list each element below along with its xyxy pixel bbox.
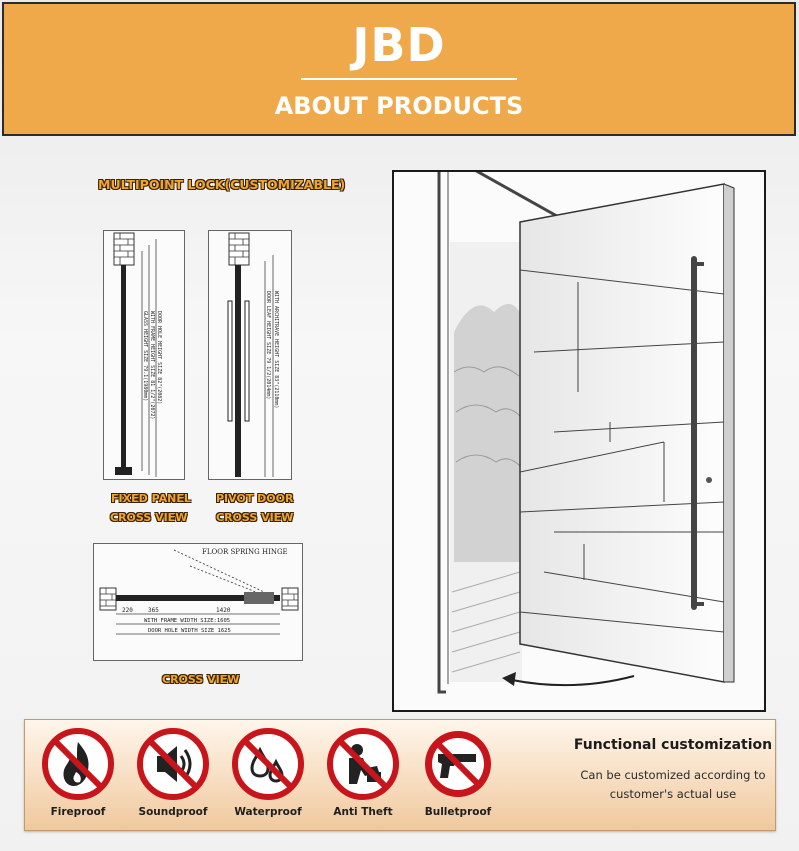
hinge-note: FLOOR SPRING HINGE bbox=[202, 548, 288, 556]
badge-label: Bulletproof bbox=[424, 806, 492, 818]
plan-dim-1: 220 bbox=[122, 607, 133, 614]
pivot-door-illustration bbox=[394, 172, 764, 710]
badge-label: Waterproof bbox=[234, 806, 302, 818]
plan-cross-view-label: CROSS VIEW bbox=[162, 673, 240, 686]
description-line-2: customer's actual use bbox=[609, 787, 737, 801]
badge-label: Anti Theft bbox=[333, 806, 393, 818]
header-divider bbox=[301, 78, 517, 80]
multipoint-lock-title: MULTIPOINT LOCK(CUSTOMIZABLE) bbox=[98, 177, 346, 192]
plan-dim-3: 1420 bbox=[216, 607, 231, 614]
badge-waterproof bbox=[226, 728, 310, 818]
thief-prohibited-icon bbox=[327, 728, 399, 800]
header-banner bbox=[2, 2, 796, 136]
brand-title: JBD bbox=[352, 18, 446, 72]
plan-dim-4: WITH FRAME WIDTH SIZE:1605 bbox=[144, 618, 231, 624]
description-line-1: Can be customized according to bbox=[580, 768, 766, 782]
fixed-panel-drawing bbox=[103, 230, 185, 480]
fixed-panel-label-1: FIXED PANEL bbox=[111, 492, 191, 505]
fire-prohibited-icon bbox=[42, 728, 114, 800]
plan-dim-2: 365 bbox=[148, 607, 159, 614]
pivot-door-label-1: PIVOT DOOR bbox=[216, 492, 294, 505]
fixed-dim-1: GLASS HEIGHT SIZE 79.1(1980mm) bbox=[142, 311, 148, 402]
badge-anti-theft bbox=[321, 728, 405, 818]
pivot-door-label-2: CROSS VIEW bbox=[216, 511, 294, 524]
pivot-door-image-frame bbox=[392, 170, 766, 712]
plan-dim-5: DOOR HOLE WIDTH SIZE 1625 bbox=[148, 628, 231, 634]
badge-label: Fireproof bbox=[50, 806, 106, 818]
pivot-dim-2: WITH ARCHITRAVE HEIGHT SIZE 83"(2110mm) bbox=[273, 291, 279, 409]
badge-soundproof bbox=[131, 728, 215, 818]
pivot-door-diagram bbox=[209, 231, 291, 479]
badge-bulletproof bbox=[416, 728, 500, 818]
badge-fireproof bbox=[36, 728, 120, 818]
plan-diagram bbox=[94, 544, 302, 660]
plan-cross-view-drawing bbox=[93, 543, 303, 661]
fixed-panel-diagram bbox=[104, 231, 184, 479]
speaker-prohibited-icon bbox=[137, 728, 209, 800]
fixed-dim-3: DOOR HOLE HEIGHT SIZE 82"(2082) bbox=[156, 311, 162, 405]
features-description bbox=[573, 766, 773, 804]
pivot-door-drawing bbox=[208, 230, 292, 480]
water-drops-prohibited-icon bbox=[232, 728, 304, 800]
pivot-dim-1: DOOR LEAF HEIGHT SIZE 79 1/2(2014mm) bbox=[265, 291, 271, 400]
page-subtitle: ABOUT PRODUCTS bbox=[274, 92, 524, 120]
fixed-panel-label-2: CROSS VIEW bbox=[110, 511, 188, 524]
features-panel bbox=[24, 719, 776, 831]
fixed-dim-2: WITH FRAME HEIGHT SIZE 81 1/2"(2072) bbox=[149, 311, 155, 420]
badge-label: Soundproof bbox=[138, 806, 208, 818]
gun-prohibited-icon bbox=[422, 728, 494, 800]
features-title: Functional customization bbox=[573, 737, 773, 753]
